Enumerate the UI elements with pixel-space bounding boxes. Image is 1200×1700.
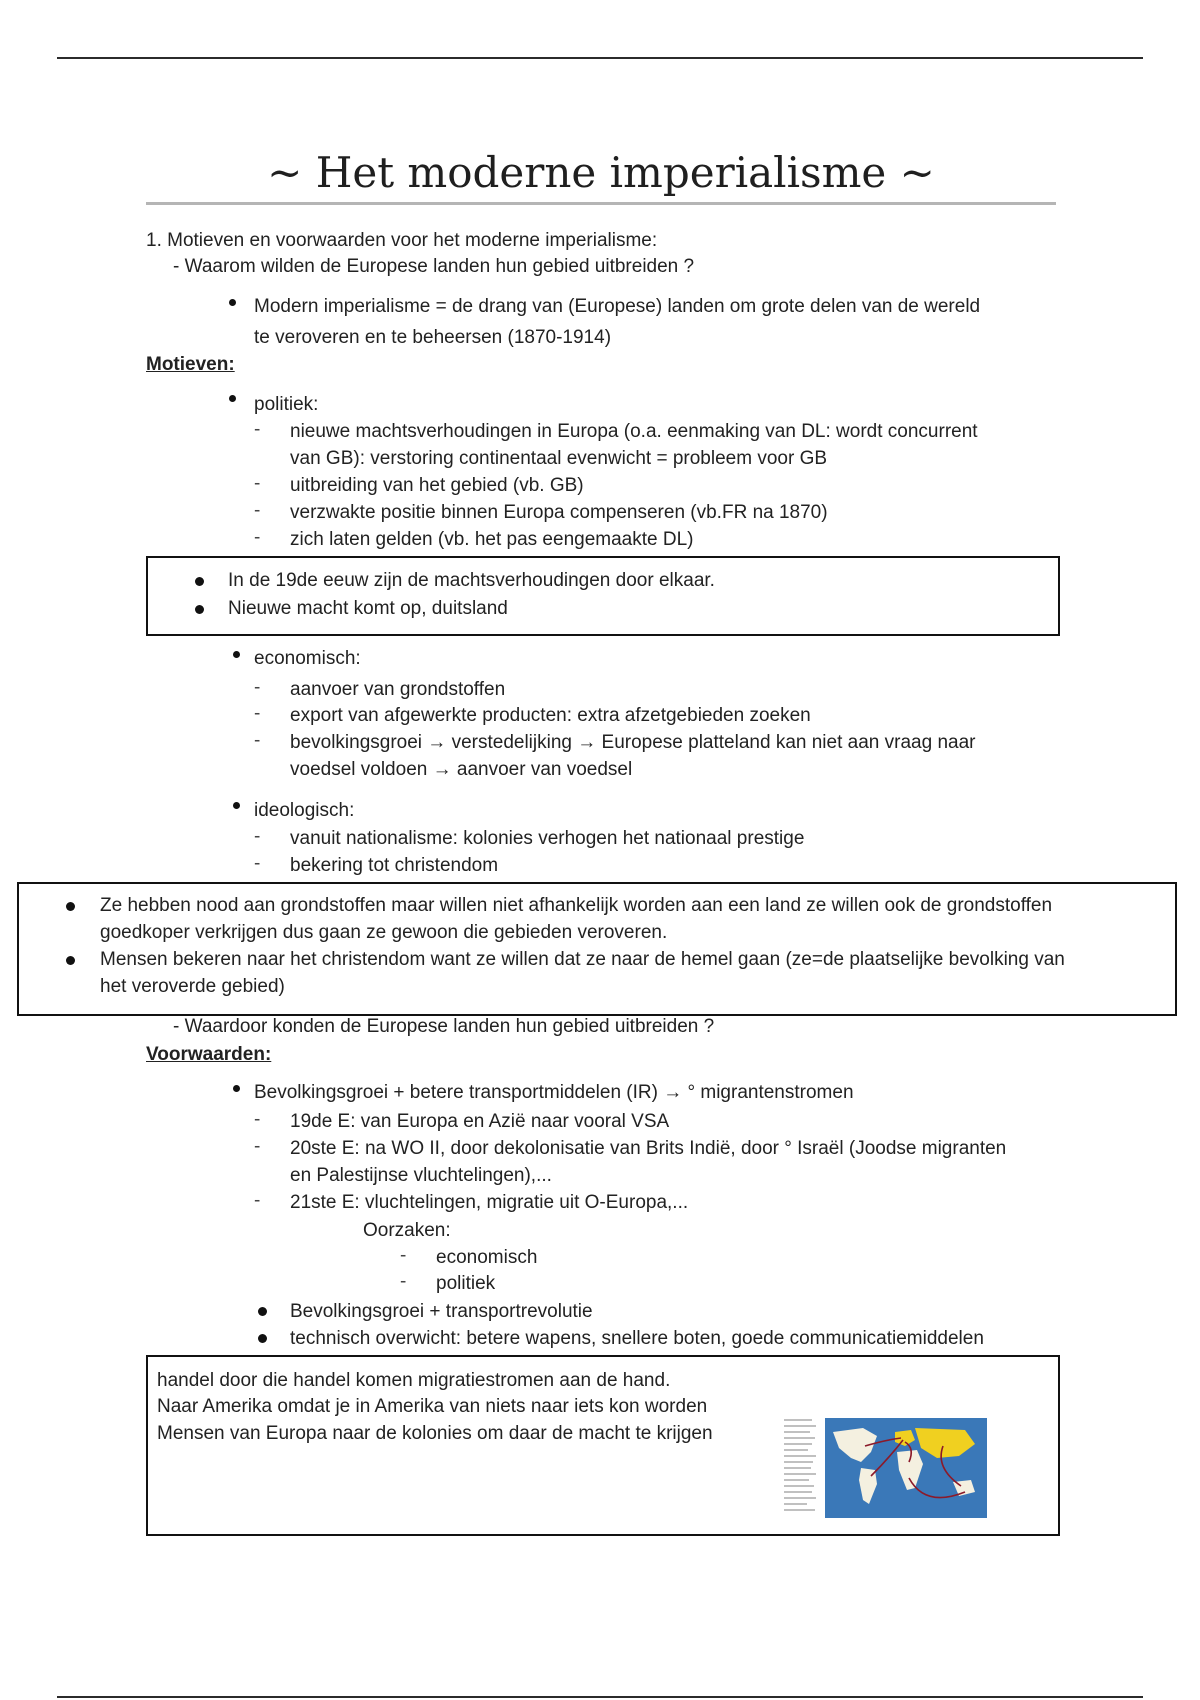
question-why: - Waarom wilden de Europese landen hun gebied uitbreiden ? [173,256,695,277]
dash-marker: - [254,473,261,494]
voorwaarden-heading: Voorwaarden: [146,1044,272,1065]
politiek-label: politiek: [254,394,319,415]
note-line: goedkoper verkrijgen dus gaan ze gewoon die gebieden veroveren. [100,922,668,943]
dash-marker: - [254,677,261,698]
bottom-rule [57,1696,1143,1698]
dash-marker: - [254,1109,261,1130]
list-item: export van afgewerkte producten: extra afzetgebieden zoeken [290,705,811,726]
bullet-icon [195,577,204,586]
dash-marker: - [400,1271,407,1292]
ideologisch-label: ideologisch: [254,800,355,821]
voorwaarden-bullet: Bevolkingsgroei + betere transportmiddelen (IR) → ° migrantenstromen [254,1082,854,1103]
map-legend-text [782,1416,820,1516]
bullet-icon [258,1307,267,1316]
world-migration-map [825,1418,987,1518]
dash-marker: - [254,826,261,847]
dash-marker: - [254,527,261,548]
voorwaarden-bullet: Bevolkingsgroei + transportrevolutie [290,1301,593,1322]
voorwaarden-bullet: technisch overwicht: betere wapens, snellere boten, goede communicatiemiddelen [290,1328,984,1349]
dash-marker: - [400,1245,407,1266]
note-line: Mensen bekeren naar het christendom want ze willen dat ze naar de hemel gaan (ze=de plaatselijke bevolking van [100,949,1065,970]
dash-marker: - [254,853,261,874]
note-line: Nieuwe macht komt op, duitsland [228,598,508,619]
dash-marker: - [254,1136,261,1157]
page-title: ~ Het moderne imperialisme ~ [267,148,935,197]
oorzaken-label: Oorzaken: [363,1220,451,1241]
bullet-icon [258,1334,267,1343]
note-line: In de 19de eeuw zijn de machtsverhoudingen door elkaar. [228,570,715,591]
dash-marker: - [254,703,261,724]
definition-line: te veroveren en te beheersen (1870-1914) [254,327,612,348]
note-line: Ze hebben nood aan grondstoffen maar willen niet afhankelijk worden aan een land ze willen ook de grondstoffen [100,895,1053,916]
bullet-icon [233,802,240,809]
list-item: uitbreiding van het gebied (vb. GB) [290,475,584,496]
note-line: handel door die handel komen migratiestromen aan de hand. [157,1370,671,1391]
bullet-icon [229,299,236,306]
section-heading: 1. Motieven en voorwaarden voor het moderne imperialisme: [146,230,658,251]
list-item: 20ste E: na WO II, door dekolonisatie van Brits Indië, door ° Israël (Joodse migranten [290,1138,1007,1159]
list-item: bevolkingsgroei → verstedelijking → Europese platteland kan niet aan vraag naar [290,732,976,753]
dash-marker: - [254,500,261,521]
top-rule [57,57,1143,59]
list-item: aanvoer van grondstoffen [290,679,506,700]
list-item: 21ste E: vluchtelingen, migratie uit O-Europa,... [290,1192,689,1213]
question-how: - Waardoor konden de Europese landen hun gebied uitbreiden ? [173,1016,715,1037]
dash-marker: - [254,419,261,440]
list-item: 19de E: van Europa en Azië naar vooral VSA [290,1111,670,1132]
bullet-icon [66,902,75,911]
note-line: Naar Amerika omdat je in Amerika van niets naar iets kon worden [157,1396,708,1417]
title-underline [146,202,1056,205]
list-item: van GB): verstoring continentaal evenwicht = probleem voor GB [290,448,828,469]
list-item: verzwakte positie binnen Europa compenseren (vb.FR na 1870) [290,502,828,523]
bullet-icon [233,651,240,658]
bullet-icon [229,395,236,402]
oorzaak-item: politiek [436,1273,496,1294]
bullet-icon [233,1085,240,1092]
note-line: Mensen van Europa naar de kolonies om daar de macht te krijgen [157,1423,713,1444]
list-item: bekering tot christendom [290,855,499,876]
list-item: voedsel voldoen → aanvoer van voedsel [290,759,633,780]
dash-marker: - [254,1190,261,1211]
dash-marker: - [254,730,261,751]
note-line: het veroverde gebied) [100,976,285,997]
list-item: en Palestijnse vluchtelingen),... [290,1165,552,1186]
motieven-heading: Motieven: [146,354,235,375]
economisch-label: economisch: [254,648,361,669]
list-item: zich laten gelden (vb. het pas eengemaakte DL) [290,529,694,550]
bullet-icon [195,605,204,614]
list-item: nieuwe machtsverhoudingen in Europa (o.a. eenmaking van DL: wordt concurrent [290,421,978,442]
oorzaak-item: economisch [436,1247,538,1268]
bullet-icon [66,956,75,965]
definition-line: Modern imperialisme = de drang van (Europese) landen om grote delen van de wereld [254,296,981,317]
list-item: vanuit nationalisme: kolonies verhogen het nationaal prestige [290,828,805,849]
